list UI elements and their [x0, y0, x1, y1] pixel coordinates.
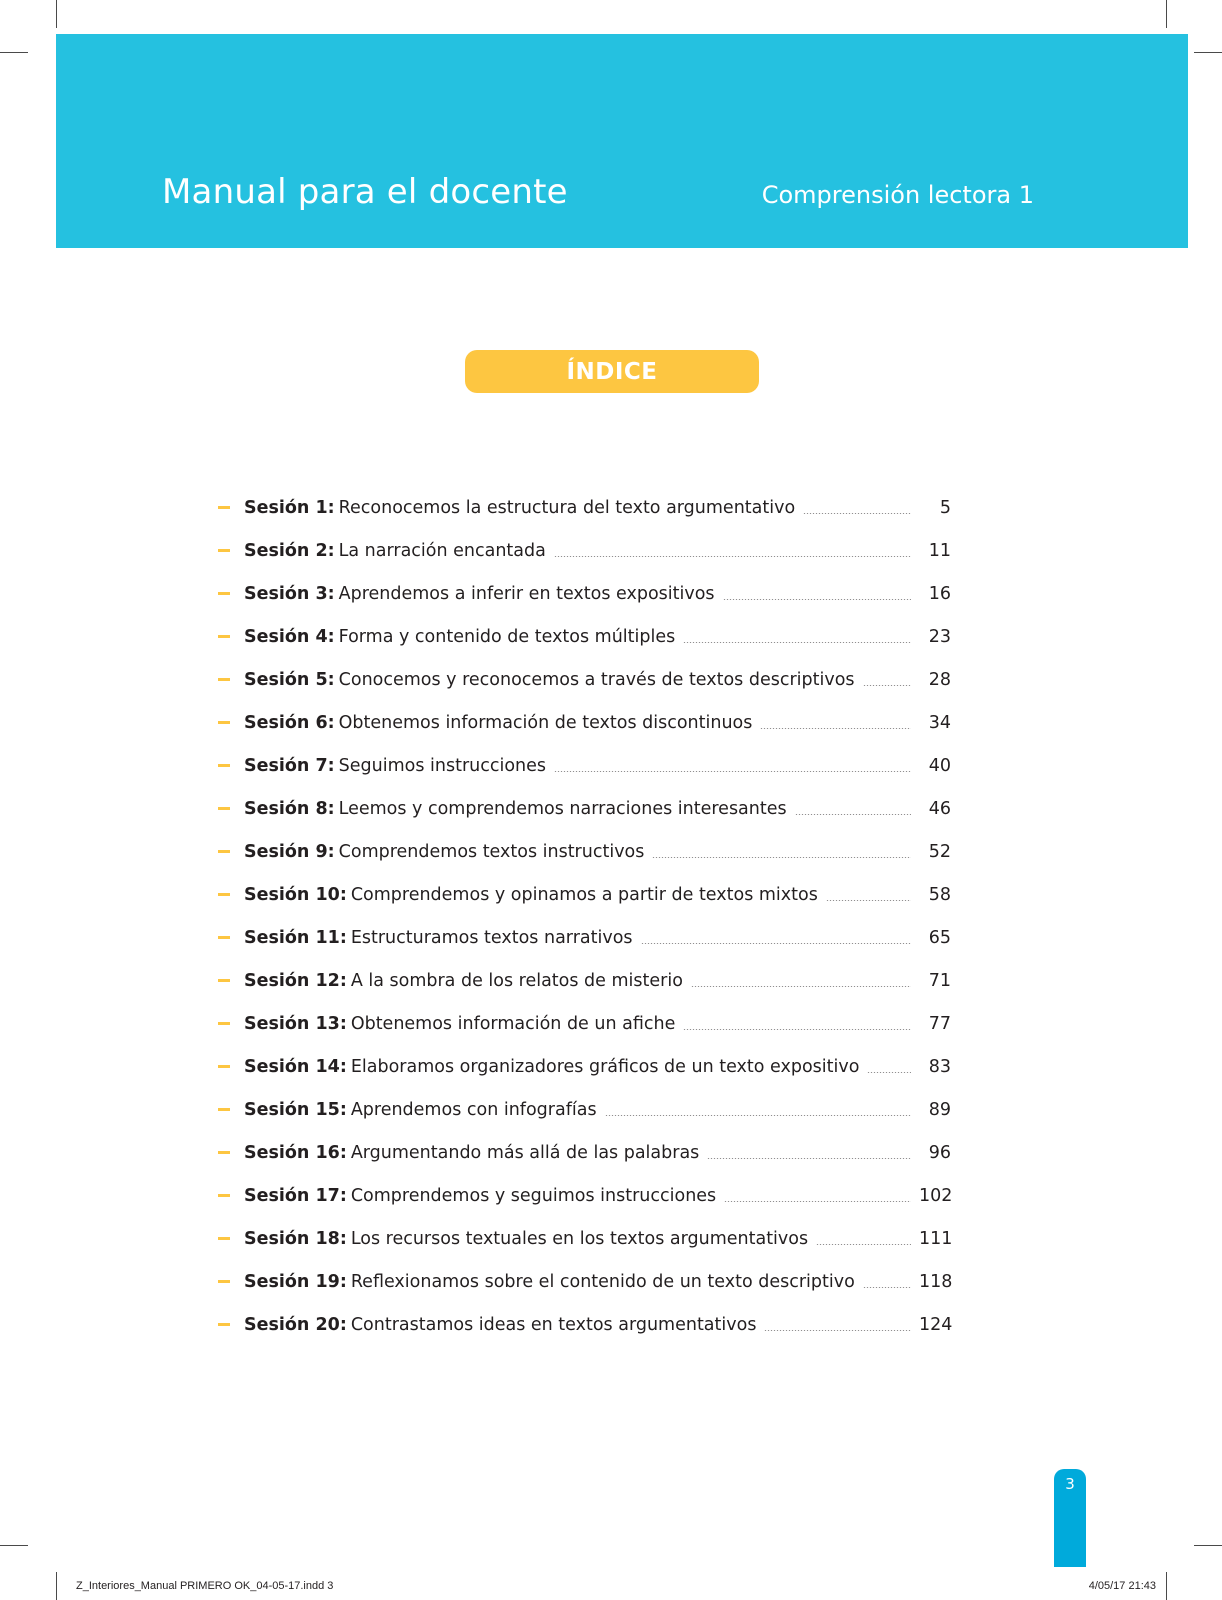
session-page: 71: [928, 970, 951, 991]
dot-leader: [764, 1330, 911, 1331]
toc-entry: [218, 873, 951, 916]
crop-mark: [1166, 1572, 1167, 1600]
dot-leader: [803, 513, 911, 514]
dash-bullet-icon: [218, 592, 230, 595]
toc-entry: [218, 1002, 951, 1045]
session-label: Sesión 2:: [244, 540, 335, 561]
session-title: Elaboramos organizadores gráficos de un texto expositivo: [350, 1056, 860, 1077]
crop-mark: [56, 0, 57, 28]
dash-bullet-icon: [218, 1108, 230, 1111]
session-label: Sesión 4:: [244, 626, 335, 647]
dot-leader: [683, 642, 911, 643]
session-page: 46: [928, 798, 951, 819]
session-label: Sesión 19:: [244, 1271, 347, 1292]
session-page: 89: [928, 1099, 951, 1120]
toc-entry: [218, 1174, 951, 1217]
toc-entry: [218, 572, 951, 615]
session-page: 83: [928, 1056, 951, 1077]
crop-mark: [1166, 0, 1167, 28]
session-page: 65: [928, 927, 951, 948]
header-band: [56, 34, 1188, 248]
page-title: Manual para el docente: [162, 172, 568, 212]
session-title: Comprendemos textos instructivos: [338, 841, 645, 862]
session-page: 34: [928, 712, 951, 733]
session-label: Sesión 15:: [244, 1099, 347, 1120]
dot-leader: [863, 1287, 911, 1288]
session-label: Sesión 11:: [244, 927, 347, 948]
session-page: 5: [939, 497, 951, 518]
session-label: Sesión 9:: [244, 841, 335, 862]
session-label: Sesión 18:: [244, 1228, 347, 1249]
dot-leader: [816, 1244, 911, 1245]
index-heading: ÍNDICE: [566, 358, 658, 385]
dot-leader: [554, 771, 911, 772]
page-number-tab: [1054, 1469, 1086, 1567]
dot-leader: [760, 728, 911, 729]
dot-leader: [691, 986, 911, 987]
table-of-contents: [218, 486, 951, 1346]
session-title: Los recursos textuales en los textos argumentativos: [350, 1228, 809, 1249]
session-page: 23: [928, 626, 951, 647]
dot-leader: [683, 1029, 911, 1030]
session-title: Comprendemos y opinamos a partir de textos mixtos: [350, 884, 818, 905]
session-title: Obtenemos información de textos discontinuos: [338, 712, 753, 733]
toc-entry: [218, 1045, 951, 1088]
session-title: Estructuramos textos narrativos: [350, 927, 633, 948]
session-page: 124: [919, 1314, 953, 1335]
dot-leader: [723, 599, 911, 600]
dash-bullet-icon: [218, 506, 230, 509]
session-title: Contrastamos ideas en textos argumentativos: [350, 1314, 757, 1335]
dash-bullet-icon: [218, 893, 230, 896]
session-label: Sesión 13:: [244, 1013, 347, 1034]
toc-entry: [218, 529, 951, 572]
session-title: Aprendemos a inferir en textos expositivos: [338, 583, 715, 604]
crop-mark: [1194, 52, 1222, 53]
session-page: 111: [919, 1228, 953, 1249]
session-page: 102: [919, 1185, 953, 1206]
session-label: Sesión 20:: [244, 1314, 347, 1335]
toc-entry: [218, 787, 951, 830]
index-heading-badge: [465, 350, 759, 393]
dash-bullet-icon: [218, 549, 230, 552]
session-title: Reflexionamos sobre el contenido de un texto descriptivo: [350, 1271, 855, 1292]
session-title: La narración encantada: [338, 540, 546, 561]
dot-leader: [863, 685, 911, 686]
crop-mark: [0, 52, 28, 53]
session-label: Sesión 14:: [244, 1056, 347, 1077]
session-label: Sesión 3:: [244, 583, 335, 604]
toc-entry: [218, 830, 951, 873]
session-label: Sesión 7:: [244, 755, 335, 776]
dash-bullet-icon: [218, 1022, 230, 1025]
toc-entry: [218, 1260, 951, 1303]
toc-entry: [218, 1088, 951, 1131]
crop-mark: [0, 1545, 28, 1546]
session-page: 77: [928, 1013, 951, 1034]
dot-leader: [795, 814, 911, 815]
toc-entry: [218, 959, 951, 1002]
dot-leader: [652, 857, 911, 858]
footer-date: 4/05/17 21:43: [1088, 1580, 1156, 1592]
dash-bullet-icon: [218, 1237, 230, 1240]
toc-entry: [218, 658, 951, 701]
dash-bullet-icon: [218, 1151, 230, 1154]
session-page: 16: [928, 583, 951, 604]
session-title: Leemos y comprendemos narraciones interesantes: [338, 798, 787, 819]
toc-entry: [218, 744, 951, 787]
dash-bullet-icon: [218, 678, 230, 681]
dash-bullet-icon: [218, 1323, 230, 1326]
session-page: 58: [928, 884, 951, 905]
session-label: Sesión 5:: [244, 669, 335, 690]
session-page: 11: [928, 540, 951, 561]
dash-bullet-icon: [218, 721, 230, 724]
session-page: 40: [928, 755, 951, 776]
session-label: Sesión 12:: [244, 970, 347, 991]
toc-entry: [218, 486, 951, 529]
dash-bullet-icon: [218, 764, 230, 767]
dash-bullet-icon: [218, 1065, 230, 1068]
dash-bullet-icon: [218, 936, 230, 939]
toc-entry: [218, 1303, 951, 1346]
session-title: Comprendemos y seguimos instrucciones: [350, 1185, 717, 1206]
dash-bullet-icon: [218, 979, 230, 982]
dot-leader: [554, 556, 911, 557]
session-page: 96: [928, 1142, 951, 1163]
session-title: Reconocemos la estructura del texto argumentativo: [338, 497, 796, 518]
dot-leader: [867, 1072, 911, 1073]
session-page: 118: [919, 1271, 953, 1292]
dash-bullet-icon: [218, 850, 230, 853]
dot-leader: [724, 1201, 911, 1202]
dash-bullet-icon: [218, 1194, 230, 1197]
session-label: Sesión 10:: [244, 884, 347, 905]
dot-leader: [605, 1115, 911, 1116]
session-page: 28: [928, 669, 951, 690]
dash-bullet-icon: [218, 635, 230, 638]
dash-bullet-icon: [218, 1280, 230, 1283]
toc-entry: [218, 701, 951, 744]
session-title: Forma y contenido de textos múltiples: [338, 626, 676, 647]
page-number: 3: [1065, 1475, 1075, 1493]
dash-bullet-icon: [218, 807, 230, 810]
dot-leader: [641, 943, 911, 944]
session-title: Seguimos instrucciones: [338, 755, 547, 776]
crop-mark: [56, 1572, 57, 1600]
crop-mark: [1194, 1545, 1222, 1546]
dot-leader: [826, 900, 911, 901]
session-page: 52: [928, 841, 951, 862]
toc-entry: [218, 916, 951, 959]
footer-filename: Z_Interiores_Manual PRIMERO OK_04-05-17.indd 3: [76, 1580, 334, 1592]
session-title: Obtenemos información de un afiche: [350, 1013, 676, 1034]
session-label: Sesión 1:: [244, 497, 335, 518]
book-subtitle: Comprensión lectora 1: [761, 181, 1034, 209]
session-label: Sesión 17:: [244, 1185, 347, 1206]
toc-entry: [218, 1217, 951, 1260]
toc-entry: [218, 1131, 951, 1174]
session-title: Argumentando más allá de las palabras: [350, 1142, 700, 1163]
session-title: Conocemos y reconocemos a través de textos descriptivos: [338, 669, 855, 690]
dot-leader: [707, 1158, 911, 1159]
session-label: Sesión 8:: [244, 798, 335, 819]
toc-entry: [218, 615, 951, 658]
session-label: Sesión 6:: [244, 712, 335, 733]
session-title: Aprendemos con infografías: [350, 1099, 597, 1120]
session-label: Sesión 16:: [244, 1142, 347, 1163]
session-title: A la sombra de los relatos de misterio: [350, 970, 683, 991]
